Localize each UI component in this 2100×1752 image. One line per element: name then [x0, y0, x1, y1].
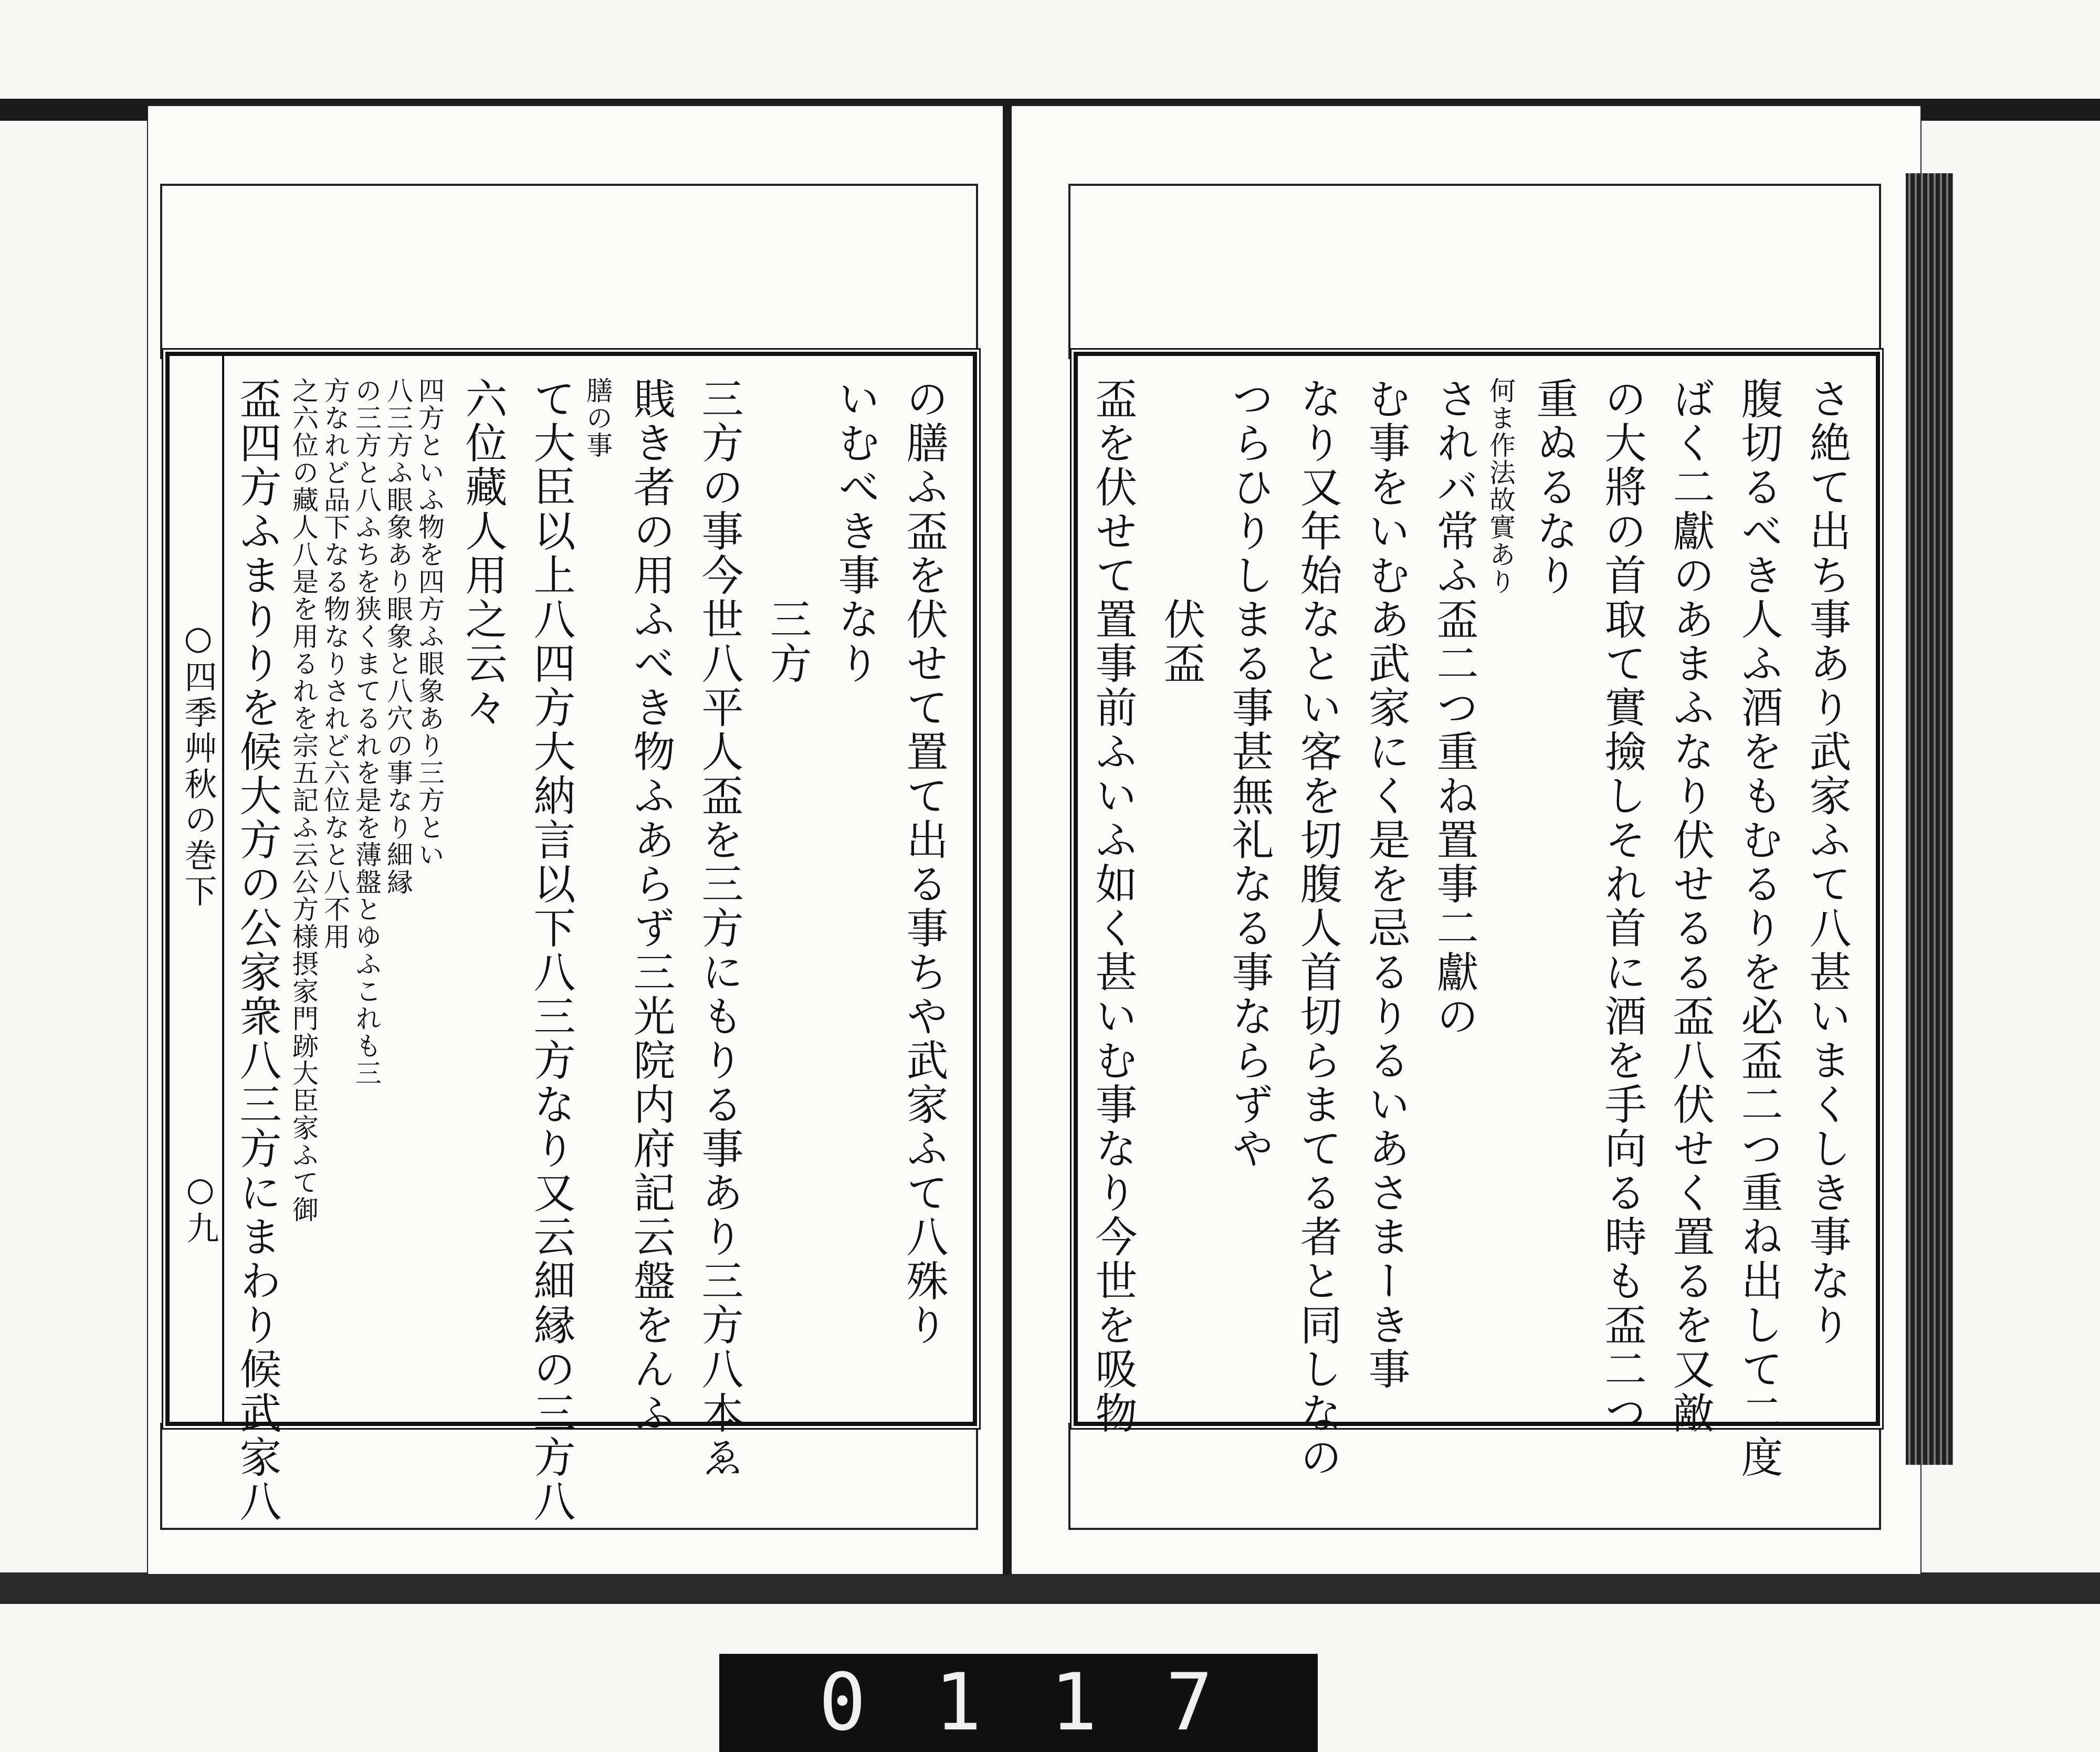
right-column: 腹切るべき人ふ酒をもむるりを必盃二つ重ね出して二度: [1734, 377, 1783, 1480]
right-column: さ絶て出ち事あり武家ふて八甚いまくしき事なり: [1802, 377, 1851, 1347]
right-column: の大將の首取て實撿しそれ首に酒を手向る時も盃二つ: [1598, 377, 1646, 1435]
right-page: [1011, 105, 1922, 1575]
left-column: て大臣以上八四方大納言以下八三方なり又云細縁の三方八: [527, 377, 575, 1524]
right-column: 重ぬるなり: [1529, 377, 1578, 597]
bottom-dark-band: [0, 1572, 2100, 1604]
left-text-frame: [165, 352, 977, 1524]
right-text-columns: [1088, 377, 1855, 1480]
right-column: 盃を伏せて置事前ふいふ如く甚いむ事なり今世を吸物: [1088, 377, 1137, 1435]
page-number: ○九: [181, 1170, 219, 1247]
right-column: つらひりしまる事甚無礼なる事ならずや: [1225, 377, 1274, 1171]
right-column: 伏盃: [1157, 597, 1205, 686]
left-column: の三方と八ふちを狭くまてるれを是を薄盤とゆふこれも三: [351, 377, 382, 1087]
left-column: 賎き者の用ふべき物ふあらず三光院内府記云盤をんふ: [626, 377, 675, 1435]
left-page-upper-margin: [160, 184, 978, 359]
page-edges: [1906, 173, 1953, 1465]
left-column: 方なれど品下なる物なりされど六位なと八不用: [320, 377, 350, 950]
left-column: 四方といふ物を四方ふ眼象あり三方とい: [414, 377, 445, 868]
right-column: 何ま作法故實あり: [1485, 377, 1516, 595]
running-title: ○四季艸秋の巻下: [179, 618, 217, 910]
right-page-upper-margin: [1068, 184, 1881, 359]
left-page: [147, 105, 1005, 1575]
right-column: されバ常ふ盃二つ重ね置事二獻の: [1430, 377, 1478, 1038]
right-column: なり又年始なとい客を切腹人首切らまてる者と同しなの: [1293, 377, 1342, 1480]
left-column: 三方の事今世八平人盃を三方にもりる事あり三方八本ゑ: [695, 377, 743, 1480]
left-side-margin: [170, 356, 224, 1422]
left-column: いむべき事なり: [831, 377, 880, 686]
left-column: 八三方ふ眼象あり眼象と八穴の事なり細縁: [383, 377, 413, 896]
left-text-columns: [233, 377, 952, 1524]
left-column: 膳の事: [582, 377, 613, 459]
left-column: の膳ふ盃を伏せて置て出る事ちや武家ふて八殊り: [899, 377, 948, 1347]
left-column: 六位藏人用之云々: [458, 377, 507, 730]
right-text-frame: [1074, 352, 1880, 1480]
right-column: ばく二獻のあまふなり伏せるる盃八伏せく置るを又敵: [1666, 377, 1715, 1435]
archive-number-label: 0117: [719, 1654, 1318, 1752]
left-column: 三方: [763, 597, 812, 686]
right-column: む事をいむあ武家にく是を忌るりるいあさまーき事: [1361, 377, 1410, 1391]
left-column: 之六位の藏人八是を用るれを宗五記ふ云公方様摂家門跡大臣家ふて御: [288, 377, 319, 1223]
left-column: 盃四方ふまりりを候大方の公家衆八三方にまわり候武家八: [233, 377, 281, 1524]
open-book: [147, 105, 1922, 1575]
